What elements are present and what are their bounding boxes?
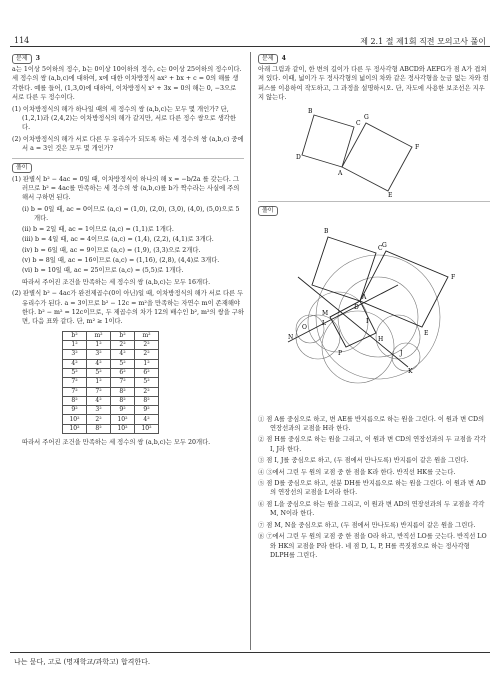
label-g: G (382, 241, 387, 249)
table-cell: 6² (135, 368, 159, 377)
table-cell: 10² (63, 424, 87, 433)
table-cell: 1² (63, 341, 87, 350)
step-item: ④ ③에서 그린 두 원의 교점 중 한 점을 K라 한다. 반직선 HK를 긋는다. (258, 468, 456, 476)
step-item: ① 점 A를 중심으로 하고, 변 AE를 반지름으로 하는 원을 그린다. 이 원과 변 CD의 연장선과의 교점을 H라 한다. (258, 415, 485, 433)
table-row (63, 387, 159, 396)
extension-line (298, 277, 408, 367)
case-item: (vi) b = 10일 때, ac = 25이므로 (a,c) = (5,5)로 1개다. (22, 267, 184, 275)
table-cell: 1² (135, 359, 159, 368)
table-cell: 6² (111, 368, 135, 377)
label-o: O (302, 323, 307, 331)
table-row (63, 341, 159, 350)
label-g: G (364, 113, 369, 121)
table-cell: 4² (63, 359, 87, 368)
problem-tag: 문제 (258, 54, 278, 64)
table-cell: 8² (135, 396, 159, 405)
solution-1-conclusion: 따라서 주어진 조건을 만족하는 세 정수의 쌍 (a,b,c)는 모두 16개다. (22, 278, 211, 286)
table-cell: 8² (63, 396, 87, 405)
table-cell: 2² (135, 387, 159, 396)
label-c: C (378, 244, 383, 252)
section-divider (12, 158, 244, 159)
label-d: D (296, 153, 301, 161)
table-cell: 7² (111, 378, 135, 387)
problem-4-heading (258, 54, 490, 64)
step-item: ⑤ 점 D를 중심으로 하고, 선분 DH를 반지름으로 하는 원을 그린다. 이 원과 변 AD의 연장선의 교점을 L이라 한다. (258, 480, 486, 497)
squares-figure (284, 105, 464, 197)
label-c: C (356, 119, 361, 127)
page-header (0, 0, 500, 46)
column-divider (250, 52, 251, 650)
table-cell: 4² (111, 350, 135, 359)
construction-steps (258, 415, 490, 561)
case-item: (iv) b = 6일 때, ac = 9이므로 (a,c) = (1,9), (3,3)으로 2개다. (22, 246, 201, 254)
table-cell: 1² (87, 341, 111, 350)
construction-circle (296, 315, 324, 343)
table-row (63, 350, 159, 359)
square-pairs-table (62, 331, 159, 434)
table-cell: 8² (111, 396, 135, 405)
table-cell: 3² (87, 350, 111, 359)
table-cell: 7² (63, 387, 87, 396)
table-cell: 8² (111, 387, 135, 396)
problem-tag: 문제 (12, 54, 32, 64)
label-f: F (451, 273, 456, 281)
table-row (63, 368, 159, 377)
solution-2: (2) 판별식 b² − 4ac가 완전제곱수(0이 아닌)일 때, 이차방정식의 해가 서로 다른 두 유리수가 된다. a = 3이므로 b² − 12c = m²을 만족하는 자연수 m이 존재해야 한다. b² − m² = 12c이므로, 두 제곱수의 차가 12의 배수인 b², m²의 쌍을 구하면, 다음 표와 같다. 단, m² ≥ 1이다. (12, 290, 244, 326)
solution-heading (258, 206, 490, 216)
label-b: B (324, 227, 329, 235)
table-cell: 9² (111, 406, 135, 415)
label-i: I (366, 317, 369, 325)
table-cell: 4² (135, 415, 159, 424)
table-cell: 9² (135, 406, 159, 415)
label-p: P (338, 349, 343, 357)
solution-tag: 풀이 (258, 206, 278, 216)
table-cell: 9² (63, 406, 87, 415)
problem-number: 4 (281, 55, 286, 62)
solution-2-conclusion: 따라서 주어진 조건을 만족하는 세 정수의 쌍 (a,b,c)는 모두 20개다. (22, 439, 211, 447)
page-footer: 나는 묻다, 고로 (명재학교/과학고) 합격한다. (14, 658, 151, 666)
case-item: (i) b = 0일 때, ac = 0이므로 (a,c) = (1,0), (2,0), (3,0), (4,0), (5,0)으로 5개다. (22, 205, 240, 223)
solution-tag: 풀이 (12, 163, 32, 173)
table-cell: 1² (87, 378, 111, 387)
question-2: (2) 이차방정식의 해가 서로 다른 두 유리수가 되도록 하는 세 정수의 쌍 (a,b,c) 중에서 a = 3인 것은 모두 몇 개인가? (12, 135, 244, 153)
table-row (63, 415, 159, 424)
table-cell: 4² (87, 359, 111, 368)
table-header-cell: m² (135, 331, 159, 340)
table-cell: 10² (111, 415, 135, 424)
step-item: ② 점 H를 중심으로 하는 원을 그리고, 이 원과 변 CD의 연장선과의 두 교점을 각각 I, J라 한다. (258, 436, 487, 453)
header-title: 제 2.1 절 제1회 직전 모의고사 풀이 (360, 37, 486, 46)
solution-1: (1) 판별식 b² − 4ac = 0일 때, 이차방정식이 하나의 해 x = −b/2a 를 갖는다. 그러므로 b² = 4ac를 만족하는 세 정수의 쌍 (a,b,c)를 b가 짝수라는 사실에 주의해서 구하면 된다. (12, 175, 240, 202)
table-header-cell: b² (111, 331, 135, 340)
label-f: F (415, 143, 420, 151)
extension-line (288, 285, 398, 342)
case-item: (v) b = 8일 때, ac = 16이므로 (a,c) = (1,16), (2,8), (4,4)로 3개다. (22, 256, 220, 264)
table-cell: 5² (111, 359, 135, 368)
label-a: A (362, 293, 367, 301)
step-item: ③ 점 I, J를 중심으로 하고, (두 점에서 만나도록) 반지름이 같은 원을 그린다. (258, 457, 469, 465)
table-header-cell: b² (63, 331, 87, 340)
step-item: ⑦ 점 M, N을 중심으로 하고, (두 점에서 만나도록) 반지름이 같은 원을 그린다. (258, 521, 476, 529)
table-cell: 3² (87, 406, 111, 415)
construction-circle (296, 315, 343, 359)
table-header-cell: m² (87, 331, 111, 340)
label-j: J (400, 349, 403, 357)
table-cell: 2² (135, 350, 159, 359)
table-cell: 7² (87, 387, 111, 396)
page-number: 114 (14, 36, 30, 45)
label-b: B (308, 107, 313, 115)
table-row (63, 424, 159, 433)
solution-heading (12, 163, 244, 173)
table-row (63, 396, 159, 405)
left-column (12, 54, 244, 447)
step-item: ⑧ ⑦에서 그린 두 원의 교점 중 한 점을 O라 하고, 반직선 LO를 긋는다. 반직선 LO와 HK의 교점을 P라 한다. 네 점 D, L, P, H를 꼭짓점으로 하는 정사각형 DLPH를 그린다. (258, 533, 487, 559)
table-cell: 10² (135, 424, 159, 433)
table-row (63, 359, 159, 368)
case-item: (ii) b = 2일 때, ac = 1이므로 (a,c) = (1,1)로 1개다. (22, 225, 174, 233)
footer-rule (10, 652, 490, 653)
table-row (63, 406, 159, 415)
table-cell: 5² (87, 368, 111, 377)
problem-3-text: a는 1이상 5이하의 정수, b는 0이상 10이하의 정수, c는 0이상 25이하의 정수이다. 세 정수의 쌍 (a,b,c)에 대하여, x에 대한 이차방정식 ax² + bx + c = 0의 해를 생각한다. 예를 들어, (1,3,0)에 대하여, 이차방정식 x² + 3x = 0의 해는 0, −3으로 서로 다른 두 정수이다. (12, 66, 242, 102)
table-cell: 8² (87, 424, 111, 433)
table-cell: 10² (111, 424, 135, 433)
table-cell: 5² (135, 378, 159, 387)
construction-figure (258, 217, 490, 413)
problem-4-text: 아래 그림과 같이, 한 변의 길이가 다른 두 정사각형 ABCD와 AEFG가 점 A가 겹쳐져 있다. 이때, 넓이가 두 정사각형의 넓이의 차와 같은 정사각형을 눈금 없는 자와 컴퍼스를 이용하여 작도하고, 그 과정을 설명하시오. 단, 자도에 사용한 보조선은 지우지 않는다. (258, 66, 489, 102)
label-h: H (378, 335, 384, 343)
table-cell: 7² (63, 378, 87, 387)
label-l: L (322, 319, 326, 327)
label-e: E (388, 191, 393, 197)
table-cell: 4² (87, 396, 111, 405)
header-rule (10, 46, 490, 47)
table-cell: 10² (63, 415, 87, 424)
case-item: (iii) b = 4일 때, ac = 4이므로 (a,c) = (1,4), (2,2), (4,1)로 3개다. (22, 236, 214, 244)
table-cell: 2² (87, 415, 111, 424)
table-header-row (63, 331, 159, 340)
step-item: ⑥ 점 L을 중심으로 하는 원을 그리고, 이 원과 변 AD의 연장선과의 두 교점을 각각 M, N이라 한다. (258, 500, 485, 518)
table-cell: 2² (111, 341, 135, 350)
label-n: N (288, 333, 294, 341)
table-row (63, 378, 159, 387)
label-e: E (424, 329, 429, 337)
question-1: (1) 이차방정식의 해가 하나일 때의 세 정수의 쌍 (a,b,c)는 모두 몇 개인가? 단, (1,2,1)과 (2,4,2)는 이차방정식의 해가 같지만, 서로 다른 정수 쌍으로 생각한다. (12, 105, 236, 132)
section-divider (258, 201, 490, 202)
right-column (258, 54, 490, 562)
label-a: A (338, 169, 343, 177)
label-m: M (322, 309, 329, 317)
label-k: K (408, 367, 413, 375)
problem-3-heading (12, 54, 244, 64)
table-cell: 3² (63, 350, 87, 359)
problem-number: 3 (35, 55, 40, 62)
table-cell: 2² (135, 341, 159, 350)
label-d: D (354, 303, 359, 311)
table-cell: 5² (63, 368, 87, 377)
